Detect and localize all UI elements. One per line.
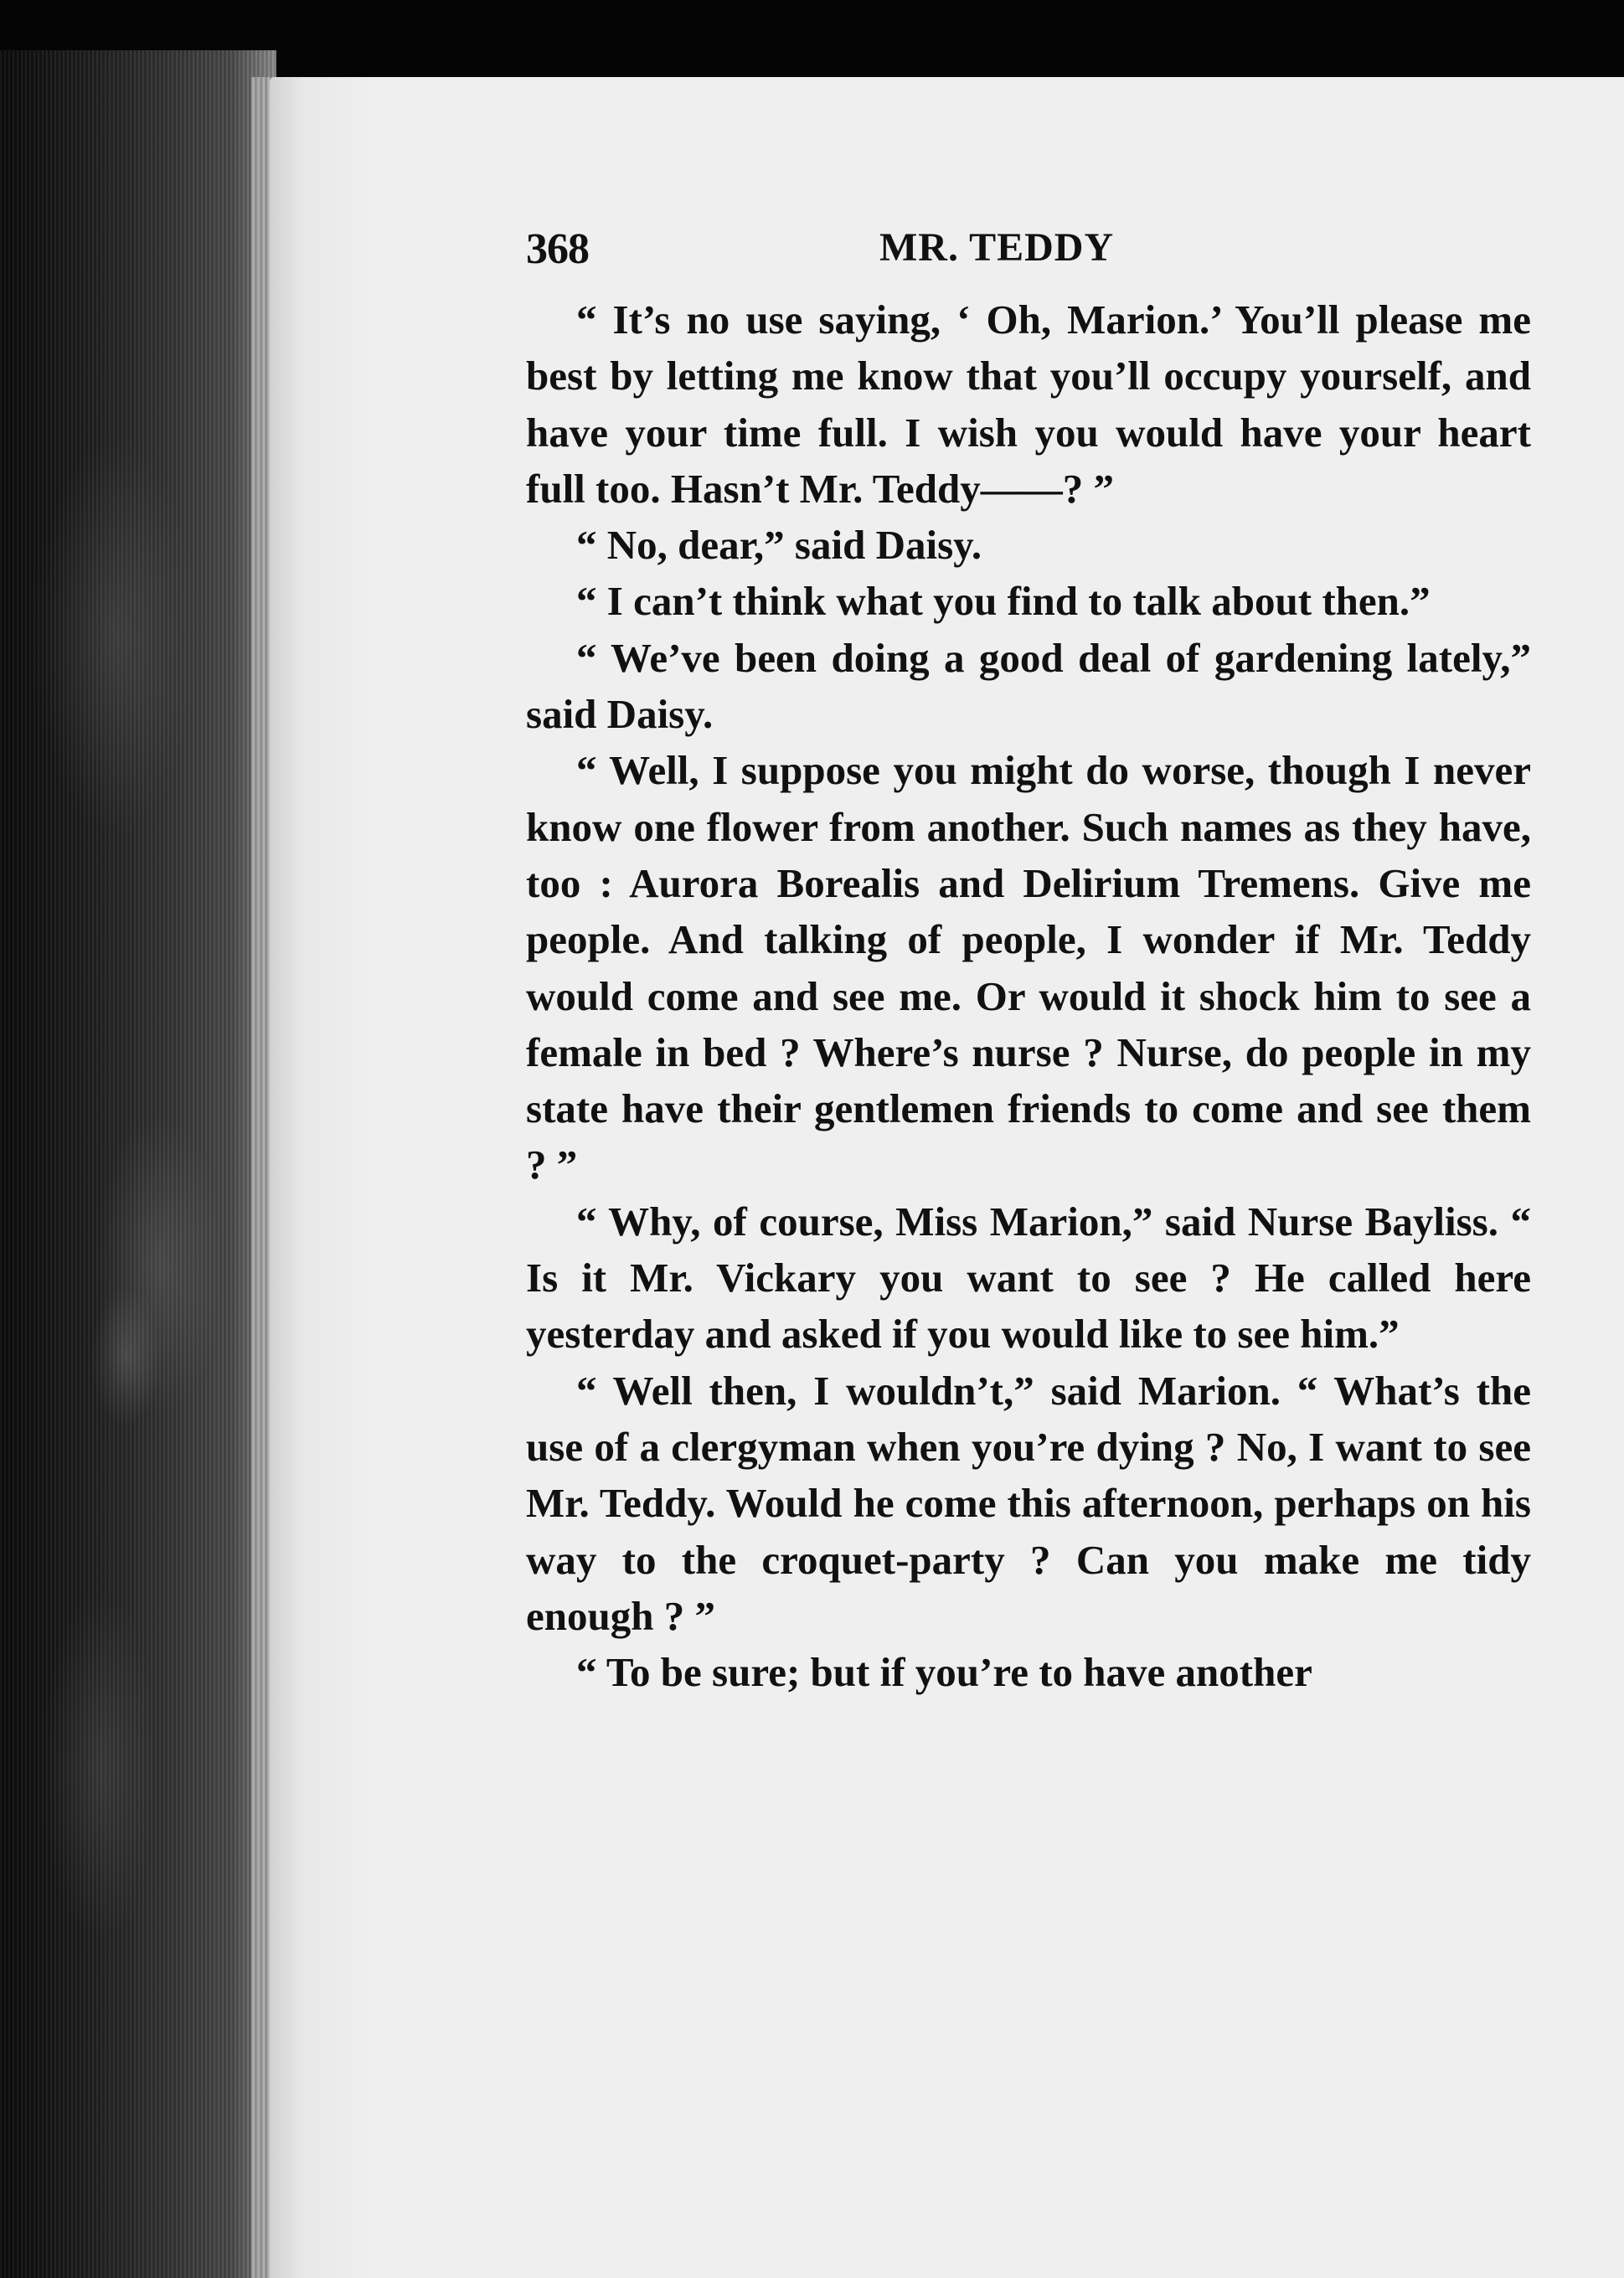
running-head <box>526 216 1531 291</box>
spine-texture <box>0 50 276 2278</box>
page-number: 368 <box>526 225 589 273</box>
paragraph: “ It’s no use saying, ‘ Oh, Marion.’ You’ll please me best by letting me know that you’ll occupy yourself, and have your time full. I wish you would have your heart full too. Hasn’t Mr. Teddy——? ” <box>526 296 1531 512</box>
body-text <box>526 291 1531 1700</box>
paragraph: “ Why, of course, Miss Marion,” said Nurse Bayliss. “ Is it Mr. Vickary you want to see ? He called here yesterday and asked if you would like to see him.” <box>526 1198 1531 1358</box>
paragraph: “ I can’t think what you find to talk about then.” <box>576 578 1431 625</box>
running-title: MR. TEDDY <box>879 225 1115 270</box>
paragraph: “ We’ve been doing a good deal of gardening lately,” said Daisy. <box>526 634 1531 738</box>
paragraph: “ No, dear,” said Daisy. <box>576 522 982 569</box>
text-block <box>526 216 1531 1700</box>
book-spine-shadow <box>0 50 276 2278</box>
paragraph: “ To be sure; but if you’re to have another <box>576 1649 1312 1696</box>
paragraph: “ Well then, I wouldn’t,” said Marion. “ What’s the use of a clergyman when you’re dying ? No, I want to see Mr. Teddy. Would he come this afternoon, perhaps on his way to the croquet-party ? Can you make me tidy enough ? ” <box>526 1367 1531 1639</box>
paragraph: “ Well, I suppose you might do worse, though I never know one flower from another. Such names as they have, too : Aurora Borealis and Delirium Tremens. Give me people. And talking of people, I wonder if Mr. Teddy would come and see me. Or would it shock him to see a female in bed ? Where’s nurse ? Nurse, do people in my state have their gentlemen friends to come and see them ? ” <box>526 747 1531 1188</box>
